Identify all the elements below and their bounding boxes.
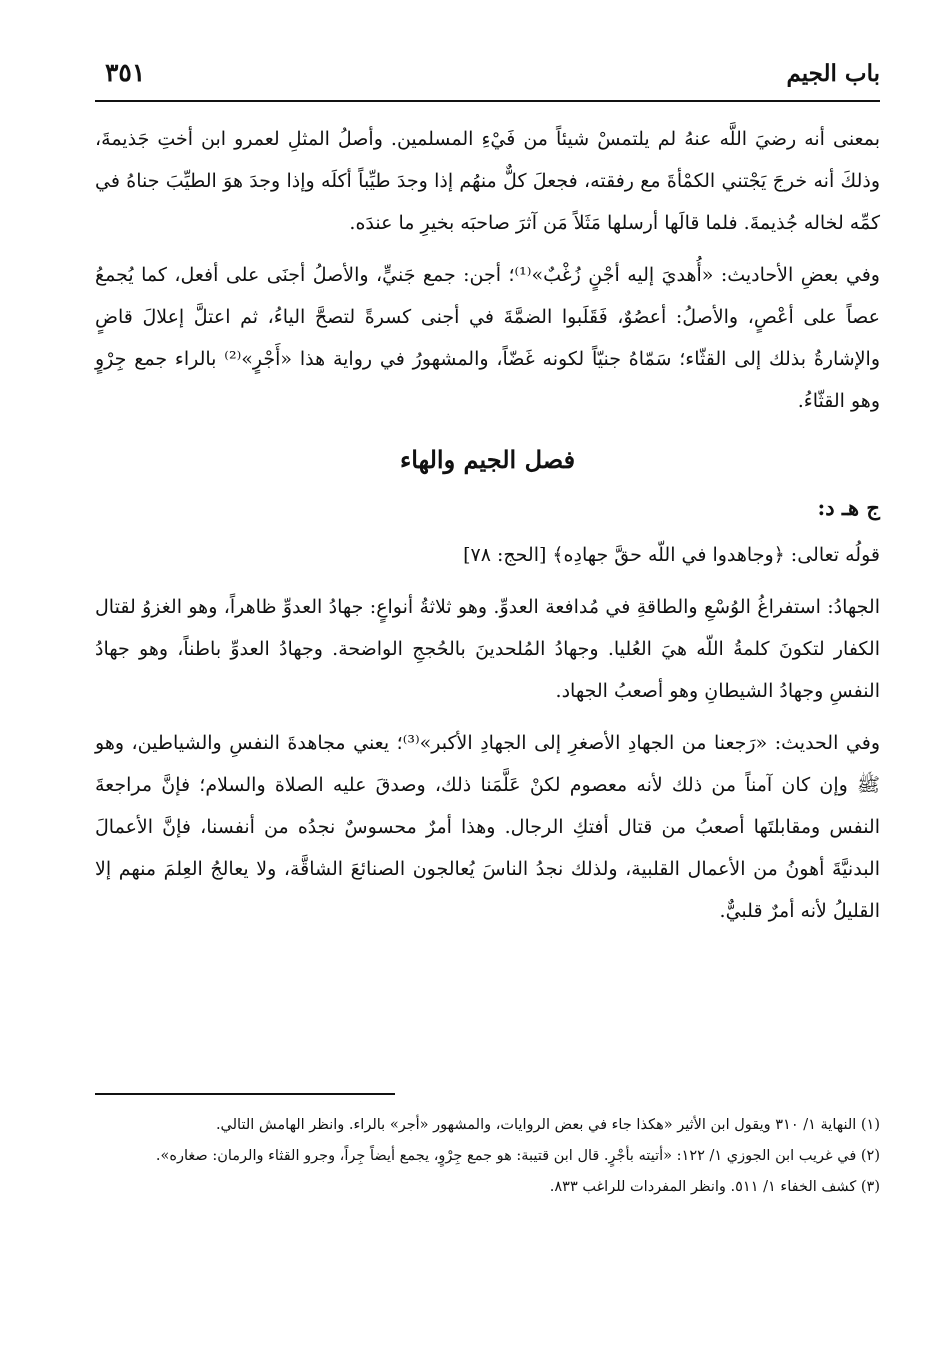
paragraph-continuation: بمعنى أنه رضيَ اللَّه عنهُ لم يلتمسْ شيئاً من فَيْءِ المسلمين. وأصلُ المثلِ لعمرو ابن أختِ جَذيمةَ، وذلكَ أنه خرجَ يَجْتني الكمْأةَ مع رفقته، فجعلَ كلٌّ منهُم إذا وجدَ طيِّباً أكلَه وإذا وجدَ هوَ الطيِّبَ جناهُ في كمِّه لخاله جُذيمةَ. فلما قالَها أرسلها مَثَلاً مَن آثرَ صاحبَه بخيرِ ما عندَه. [95,128,880,234]
root-heading: ج هـ د: [817,495,880,520]
page-number: ٣٥١ [105,58,146,87]
paragraph-hadith-ajn: وفي بعضِ الأحاديث: «أُهديَ إليه أجْنٍ زُغْبٌ»⁽¹⁾؛ أجن: جمع جَنيٍّ، والأصلُ أجنَى على أفعل، كما يُجمعُ عصاً على أعْصٍ، والأصلُ: أعصُوٌ، فَقَلَبوا الضمَّةَ في أجنى كسرةً لتصحَّ الياءُ، ثم اعتلَّ إعلالَ قاضٍ والإشارةُ بذلك إلى القثّاء؛ سَمّاهُ جنيّاً لكونه غَضّاً، والمشهورُ في رواية هذا «أَجْرٍ»⁽²⁾ بالراء جمع جِرْوٍ وهو القثّاءُ. [95,264,880,412]
running-header [95,50,880,102]
paragraph-jihad-definition: الجهادُ: استفراغُ الوُسْعِ والطاقةِ في مُدافعة العدوِّ. وهو ثلاثةُ أنواعٍ: جهادُ العدوِّ ظاهراً، وهو الغزوُ لقتال الكفار لتكونَ كلمةُ اللّه هيَ العُليا. وجهادُ المُلحدينَ بالحُججِ الواضحة. وجهادُ العدوِّ باطناً، وهو جهادُ النفسِ وجهادُ الشيطانِ وهو أصعبُ الجهاد. [95,596,880,702]
footnotes [95,1112,880,1205]
section-heading: فصل الجيم والهاء [399,445,576,474]
book-page [95,50,880,942]
footnote-divider [95,1093,395,1095]
main-text [95,118,880,932]
footnote-3: (٣) كشف الخفاء ١/ ٥١١. وانظر المفردات للراغب ٨٣٣. [549,1179,880,1195]
paragraph-verse: قولُه تعالى: ﴿وجاهدوا في اللّه حقَّ جهادِه﴾ [الحج: ٧٨] [463,544,880,566]
paragraph-hadith-jihad: وفي الحديث: «رَجعنا من الجهادِ الأصغرِ إلى الجهادِ الأكبر»⁽³⁾؛ يعني مجاهدةَ النفسِ والشياطين، وهو ﷺ وإن كان آمناً من ذلك لأنه معصوم لكنْ عَلَّمَنا ذلك، وصدقَ عليه الصلاة والسلام؛ فإنَّ مراجعةَ النفس ومقابلتَها أصعبُ من قتال أفتكِ الرجال. وهذا أمرٌ محسوسٌ نجدُه من أنفسنا، فإنَّ الأعمالَ البدنيَّةَ أهونُ من الأعمال القلبية، ولذلك نجدُ الناسَ يُعالجون الصنائعَ الشاقَّة، ولا يعالجُ العِلمَ منهم إلا القليلُ لأنه أمرٌ قلبيٌّ. [95,732,881,922]
footnote-1: (١) النهاية ١/ ٣١٠ ويقول ابن الأثير «هكذا جاء في بعض الروايات، والمشهور «أجر» بالراء. وانظر الهامش التالي. [215,1117,880,1133]
footnote-2: (٢) في غريب ابن الجوزي ١/ ١٢٢: «أتيته بأجْرٍ. قال ابن قتيبة: هو جمع جِرْوٍ، يجمع أيضاً جِراً، وجرو القثاء والرمان: صغاره». [155,1148,880,1164]
chapter-title: باب الجيم [786,60,880,87]
